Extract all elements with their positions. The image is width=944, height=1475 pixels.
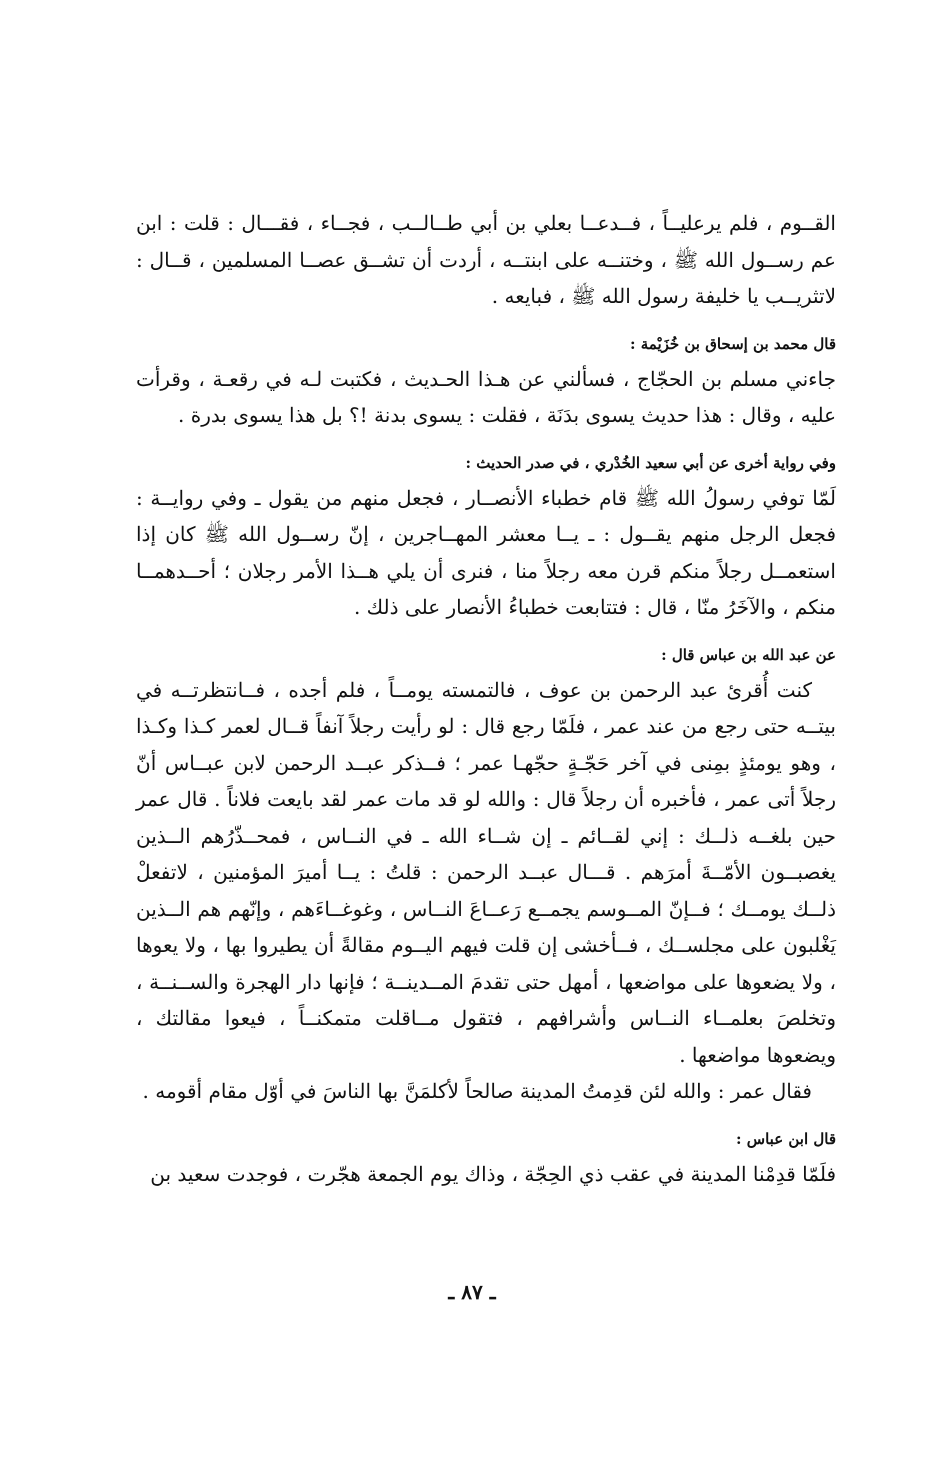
paragraph: لَمّا توفي رسولُ الله ﷺ قام خطباء الأنصــار ، فجعل منهم من يقول ـ وفي روايــة : فجعل الرجل منهم يقــول : ـ يــا معشر المهــاجرين ، إنّ رســول الله ﷺ كان إذا استعمــل رجلاً منكم قرن معه رجلاً منا ، فنرى أن يلي هــذا الأمر رجلان ؛ أحــدهمــا منكم ، والآخَرُ منّا ، قال : فتتابعت خطباءُ الأنصار على ذلك . <box>136 485 836 619</box>
section-heading: قال ابن عباس : <box>736 1129 836 1148</box>
section-heading: وفي رواية أخرى عن أبي سعيد الخُدْري ، في صدر الحديث : <box>465 453 836 472</box>
paragraph: فقال عمر : والله لئن قدِمتُ المدينة صالحاً لأكلمَنَّ بها الناسَ في أوّل مقام أقومه . <box>142 1079 812 1103</box>
section-heading: قال محمد بن إسحاق بن خُزَيْمة : <box>629 334 836 353</box>
paragraph: كنت أُقرئ عبد الرحمن بن عوف ، فالتمسته يومــاً ، فلم أجده ، فــانتظرتــه في بيتــه حتى رجع من عند عمر ، فلَمّا رجع قال : لو رأيت رجلاً آنفاً قــال لعمر كـذا وكـذا ، وهو يومئذٍ بمِنى في آخر حَجّـةٍ حجّهـا عمر ؛ فــذكر عبــد الرحمن لابن عبــاس أنّ رجلاً أتى عمر ، فأخبره أن رجلاً قال : والله لو قد مات عمر لقد بايعت فلاناً . قال عمر حين بلغــه ذلــك : إني لقــائم ـ إن شــاء الله ـ في النــاس ، فمحــذّرُهم الــذين يغصبــون الأمّــةَ أمرَهم . قـــال عبــد الرحمن : قلتُ : يــا أميرَ المؤمنين ، لاتفعلْ ذلــك يومــك ؛ فــإنّ المــوسم يجمــع رَعــاعَ النــاس ، وغوغــاءَهم ، وإنّهم هم الــذين يَغْلبون على مجلســك ، فــأخشى إن قلت فيهم اليــوم مقالةً أن يطيروا بها ، ولا يعوها ، ولا يضعوها على مواضعها ، أمهل حتى تقدمَ المــدينــة ؛ فإنها دار الهجرة والســنــة ، وتخلصَ بعلمــاء النــاس وأشرافهم ، فتقول مــاقلت متمكنــاً ، فيعوا مقالتك ، ويضعوها مواضعها . <box>136 677 836 1067</box>
paragraph: فلَمّا قدِمْنا المدينة في عقب ذي الحِجّة ، وذاك يوم الجمعة هجّرت ، فوجدت سعيد بن <box>150 1161 836 1186</box>
page-number: ـ ٨٧ ـ <box>448 1280 496 1304</box>
paragraph: القــوم ، فلم يرعليــاً ، فــدعــا بعلي بن أبي طــالــب ، فجــاء ، فقـــال : قلت : ابن عم رســول الله ﷺ ، وختنــه على ابنتــه ، أردت أن تشــق عصــا المسلمين ، قــال : لاتثريــب يا خليفة رسول الله ﷺ ، فبايعه . <box>136 211 836 308</box>
paragraph: جاءني مسلم بن الحجّاج ، فسألني عن هـذا الحـديث ، فكتبت لـه في رقعـة ، وقرأت عليه ، وقال : هذا حديث يسوى بدَنَة ، فقلت : يسوى بدنة !؟ بل هذا يسوى بدرة . <box>136 366 836 427</box>
page-body <box>136 205 836 1192</box>
section-heading: عن عبد الله بن عباس قال : <box>661 645 836 664</box>
